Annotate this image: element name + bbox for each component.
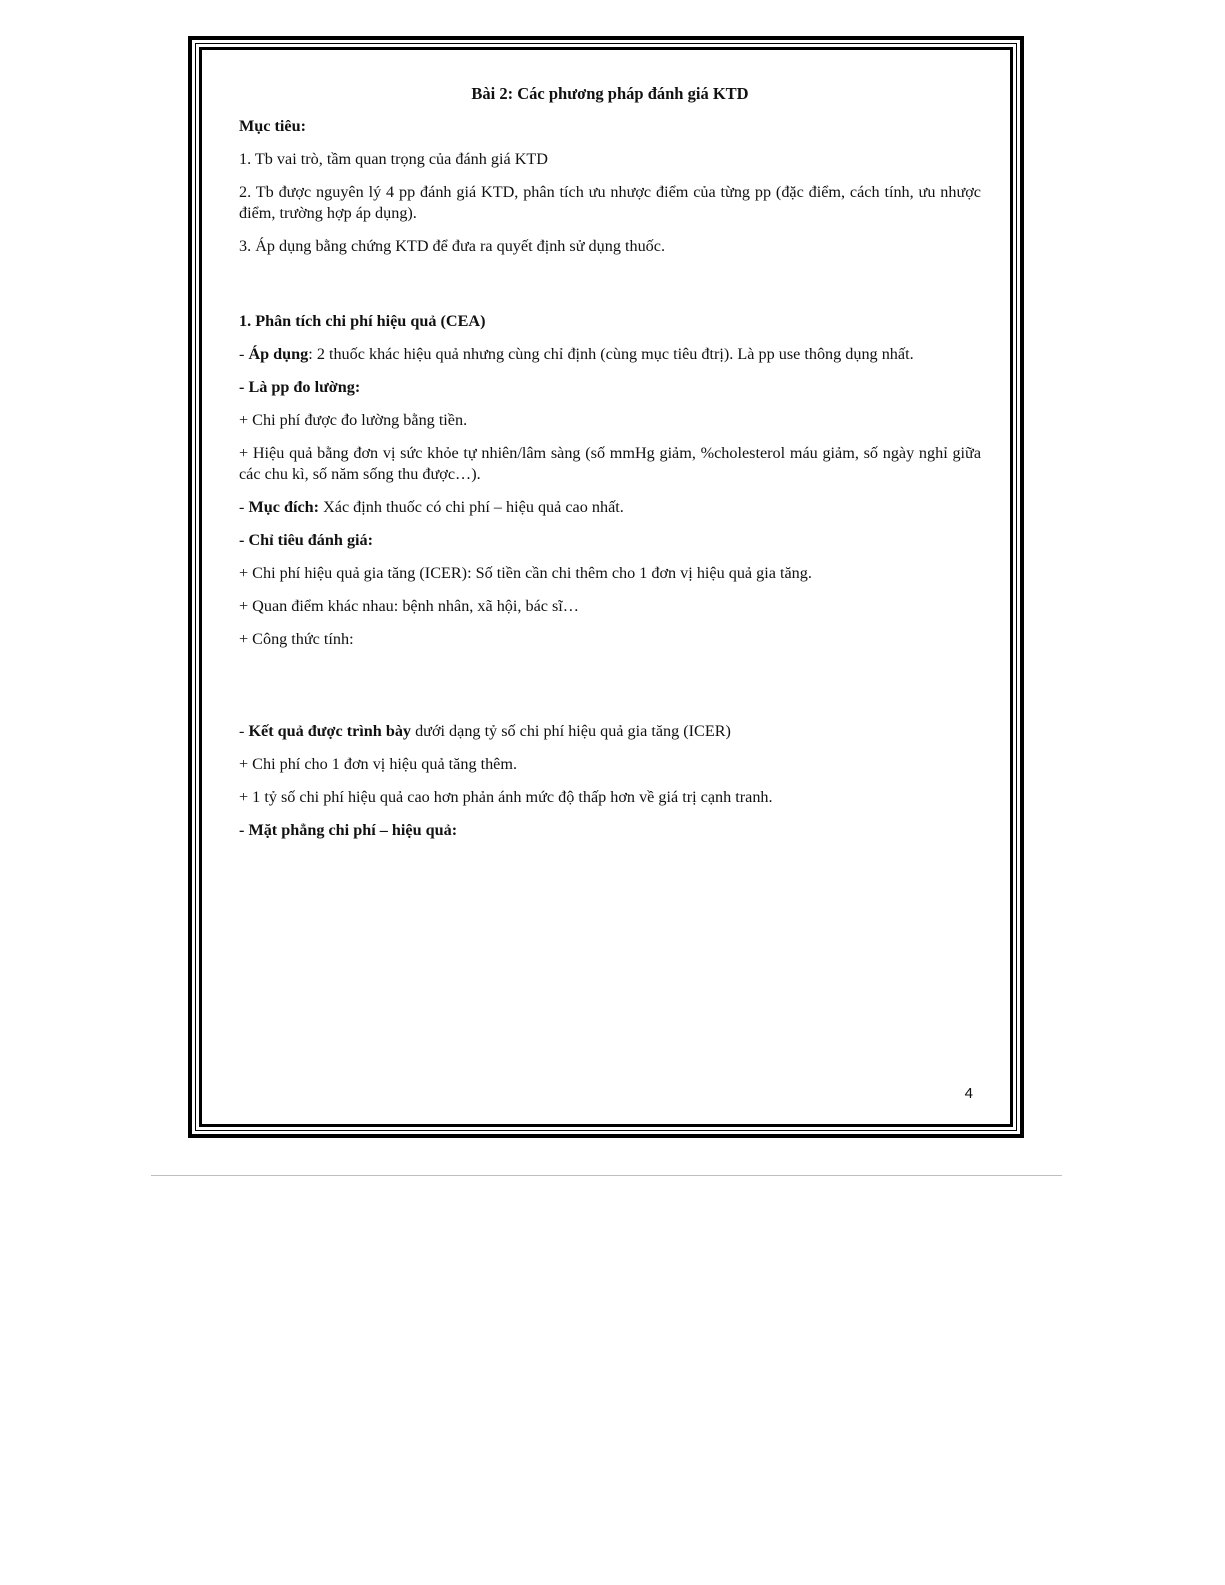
measure-effect: + Hiệu quả bằng đơn vị sức khỏe tự nhiên/lâm sàng (số mmHg giảm, %cholesterol máu giảm, số ngày nghỉ giữa các chu kì, số năm sống thu được…). [239, 444, 981, 483]
purpose-label: Mục đích: [248, 498, 320, 516]
result-ratio: + 1 tỷ số chi phí hiệu quả cao hơn phản ánh mức độ thấp hơn về giá trị cạnh tranh. [239, 788, 773, 806]
page-content [239, 83, 981, 853]
measure-heading: - Là pp đo lường: [239, 378, 361, 396]
criteria-label: Chỉ tiêu đánh giá: [248, 531, 374, 549]
measure-label: Là pp đo lường: [248, 378, 361, 396]
criteria-views: + Quan điểm khác nhau: bệnh nhân, xã hội, bác sĩ… [239, 597, 579, 615]
purpose-paragraph: - Mục đích: Xác định thuốc có chi phí – hiệu quả cao nhất. [239, 498, 624, 516]
plane-heading: - Mặt phẳng chi phí – hiệu quả: [239, 821, 458, 839]
page-number: 4 [964, 1085, 973, 1102]
objective-item: 1. Tb vai trò, tầm quan trọng của đánh giá KTD [239, 150, 548, 168]
criteria-icer: + Chi phí hiệu quả gia tăng (ICER): Số tiền cần chi thêm cho 1 đơn vị hiệu quả gia tăng. [239, 564, 812, 582]
formula-placeholder [239, 662, 981, 721]
measure-cost: + Chi phí được đo lường bằng tiền. [239, 411, 468, 429]
objectives-heading: Mục tiêu: [239, 117, 306, 135]
result-text: dưới dạng tỷ số chi phí hiệu quả gia tăng (ICER) [411, 722, 731, 740]
section-heading: 1. Phân tích chi phí hiệu quả (CEA) [239, 312, 486, 330]
document-page [188, 36, 1024, 1138]
objective-item: 3. Áp dụng bằng chứng KTD để đưa ra quyết định sử dụng thuốc. [239, 237, 665, 255]
criteria-heading: - Chỉ tiêu đánh giá: [239, 531, 374, 549]
result-label: Kết quả được trình bày [248, 722, 412, 740]
apply-paragraph: - Áp dụng: 2 thuốc khác hiệu quả nhưng cùng chỉ định (cùng mục tiêu đtrị). Là pp use thông dụng nhất. [239, 345, 914, 363]
page-title: Bài 2: Các phương pháp đánh giá KTD [471, 84, 749, 103]
result-cost: + Chi phí cho 1 đơn vị hiệu quả tăng thêm. [239, 755, 518, 773]
plane-label: Mặt phẳng chi phí – hiệu quả: [248, 821, 458, 839]
apply-label: Áp dụng [248, 345, 309, 363]
criteria-formula: + Công thức tính: [239, 630, 354, 648]
page-divider [151, 1175, 1062, 1176]
purpose-text: Xác định thuốc có chi phí – hiệu quả cao nhất. [319, 498, 624, 516]
apply-text: : 2 thuốc khác hiệu quả nhưng cùng chỉ định (cùng mục tiêu đtrị). Là pp use thông dụng nhất. [308, 345, 914, 363]
result-paragraph: - Kết quả được trình bày dưới dạng tỷ số chi phí hiệu quả gia tăng (ICER) [239, 722, 731, 740]
objective-item: 2. Tb được nguyên lý 4 pp đánh giá KTD, phân tích ưu nhược điểm của từng pp (đặc điểm, cách tính, ưu nhược điểm, trường hợp áp dụng). [239, 183, 981, 222]
